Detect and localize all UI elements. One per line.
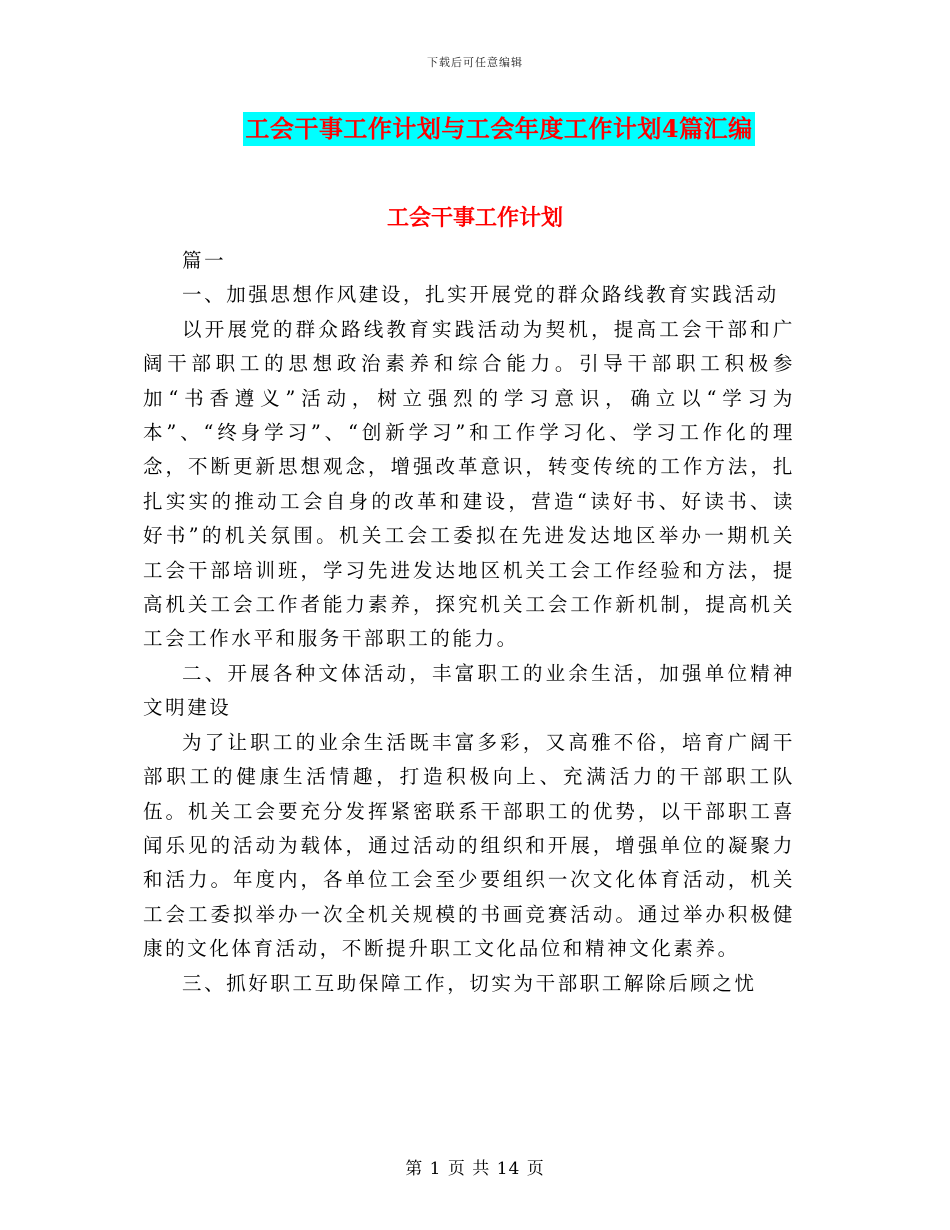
paragraph-heading-1: 一、加强思想作风建设，扎实开展党的群众路线教育实践活动 <box>182 283 779 307</box>
sub-title: 工会干事工作计划 <box>386 205 563 231</box>
paragraph-part-label: 篇一 <box>182 249 227 272</box>
paragraph-body-1: 以开展党的群众路线教育实践活动为契机，提高工会干部和广阔干部职工的思想政治素养和综合能力。引导干部职工积极参加“书香遵义”活动，树立强烈的学习意识，确立以“学习为本”、“终身学习”、“创新学习”和工作学习化、学习工作化的理念，不断更新思想观念，增强改革意识，转变传统的工作方法，扎扎实实的推动工会自身的改革和建设，营造“读好书、好读书、读好书”的机关氛围。机关工会工委拟在先进发达地区举办一期机关工会干部培训班，学习先进发达地区机关工会工作经验和方法，提高机关工会工作者能力素养，探究机关工会工作新机制，提高机关工会工作水平和服务干部职工的能力。 <box>143 317 795 651</box>
paragraph-heading-2: 二、开展各种文体活动，丰富职工的业余生活，加强单位精神文明建设 <box>143 661 795 720</box>
body-text <box>143 244 795 1001</box>
main-title: 工会干事工作计划与工会年度工作计划4篇汇编 <box>243 112 754 146</box>
paragraph-heading-3: 三、抓好职工互助保障工作，切实为干部职工解除后顾之忧 <box>182 971 757 995</box>
header-note: 下载后可任意编辑 <box>427 56 523 69</box>
paragraph-body-2: 为了让职工的业余生活既丰富多彩，又高雅不俗，培育广阔干部职工的健康生活情趣，打造积极向上、充满活力的干部职工队伍。机关工会要充分发挥紧密联系干部职工的优势，以干部职工喜闻乐见的活动为载体，通过活动的组织和开展，增强单位的凝聚力和活力。年度内，各单位工会至少要组织一次文化体育活动，机关工会工委拟举办一次全机关规模的书画竞赛活动。通过举办积极健康的文化体育活动，不断提升职工文化品位和精神文化素养。 <box>143 730 795 961</box>
main-title-container <box>0 112 950 146</box>
page-number-footer: 第 1 页 共 14 页 <box>405 1159 545 1179</box>
